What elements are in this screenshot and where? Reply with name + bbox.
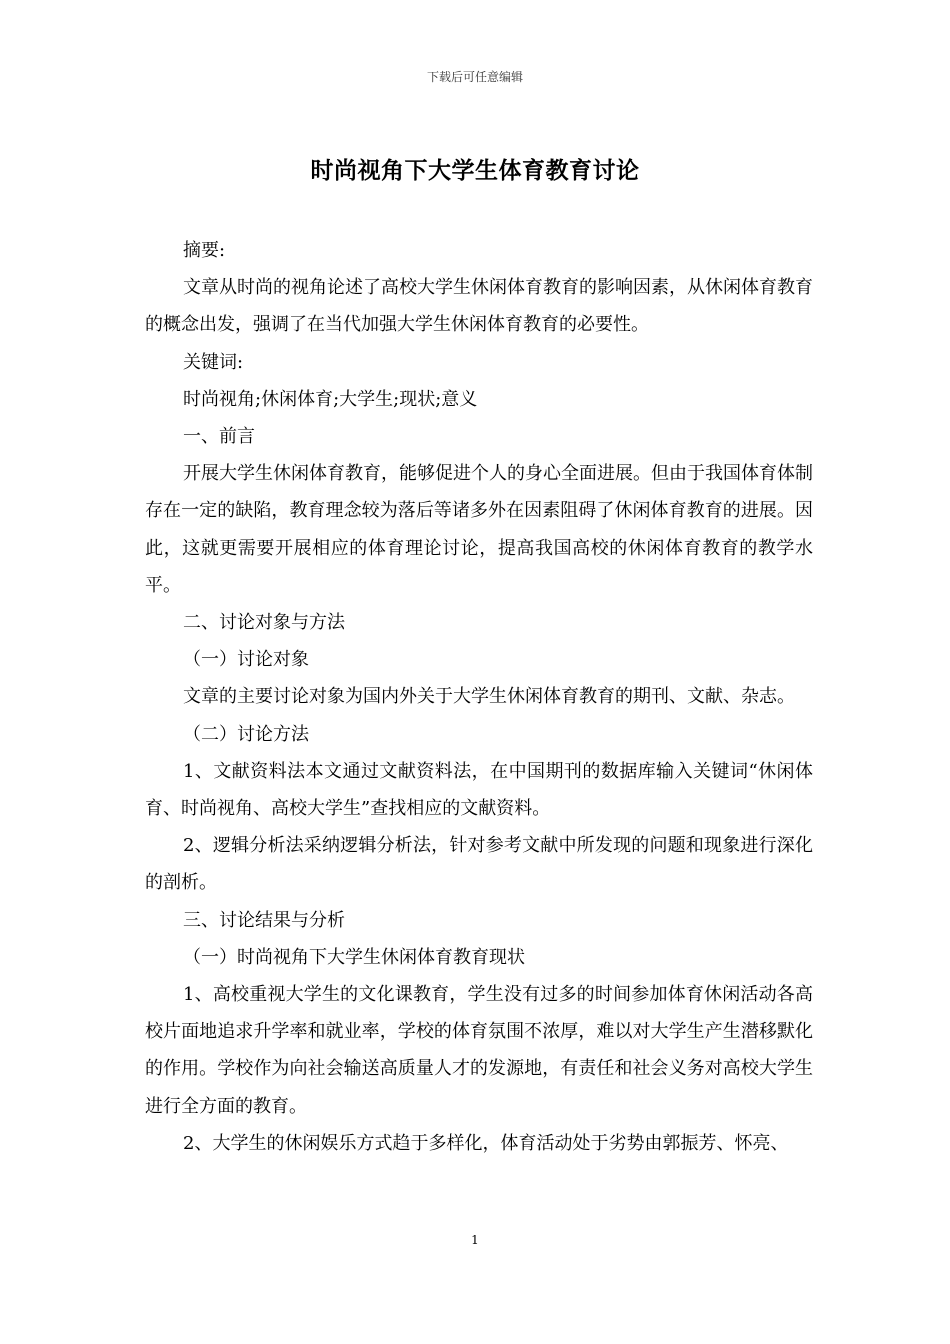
keywords-label: 关键词: bbox=[183, 351, 244, 373]
section-heading-2: 二、讨论对象与方法 bbox=[183, 612, 345, 634]
section-heading-1: 一、前言 bbox=[183, 426, 255, 448]
body-paragraph: 1、高校重视大学生的文化课教育，学生没有过多的时间参加体育休闲活动各高校片面地追求升学率和就业率，学校的体育氛围不浓厚，难以对大学生产生潜移默化的作用。学校作为向社会输送高质量人才的发源地，有责任和社会义务对高校大学生进行全方面的教育。 bbox=[145, 984, 813, 1117]
body-paragraph: 2、逻辑分析法采纳逻辑分析法，针对参考文献中所发现的问题和现象进行深化的剖析。 bbox=[145, 835, 813, 894]
keywords-text: 时尚视角;休闲体育;大学生;现状;意义 bbox=[183, 388, 478, 410]
subsection-heading: （一）讨论对象 bbox=[183, 649, 309, 671]
body-paragraph: 文章的主要讨论对象为国内外关于大学生休闲体育教育的期刊、文献、杂志。 bbox=[183, 686, 795, 708]
section-heading-3: 三、讨论结果与分析 bbox=[183, 909, 345, 931]
abstract-text: 文章从时尚的视角论述了高校大学生休闲体育教育的影响因素，从休闲体育教育的概念出发，强调了在当代加强大学生休闲体育教育的必要性。 bbox=[145, 277, 813, 336]
body-paragraph: 开展大学生休闲体育教育，能够促进个人的身心全面进展。但由于我国体育体制存在一定的缺陷，教育理念较为落后等诸多外在因素阻碍了休闲体育教育的进展。因此，这就更需要开展相应的体育理论讨论，提高我国高校的休闲体育教育的教学水平。 bbox=[145, 463, 813, 596]
body-paragraph: 2、大学生的休闲娱乐方式趋于多样化，体育活动处于劣势由郭振芳、怀亮、 bbox=[183, 1132, 789, 1154]
body-paragraph: 1、文献资料法本文通过文献资料法，在中国期刊的数据库输入关键词“休闲体育、时尚视角、高校大学生”查找相应的文献资料。 bbox=[145, 760, 813, 820]
subsection-heading: （二）讨论方法 bbox=[183, 723, 309, 745]
abstract-label: 摘要: bbox=[183, 240, 226, 261]
page-number: 1 bbox=[471, 1233, 479, 1247]
document-body bbox=[145, 232, 813, 1162]
document-title: 时尚视角下大学生体育教育讨论 bbox=[310, 158, 640, 184]
subsection-heading: （一）时尚视角下大学生休闲体育教育现状 bbox=[183, 946, 525, 968]
header-note: 下载后可任意编辑 bbox=[426, 70, 523, 84]
